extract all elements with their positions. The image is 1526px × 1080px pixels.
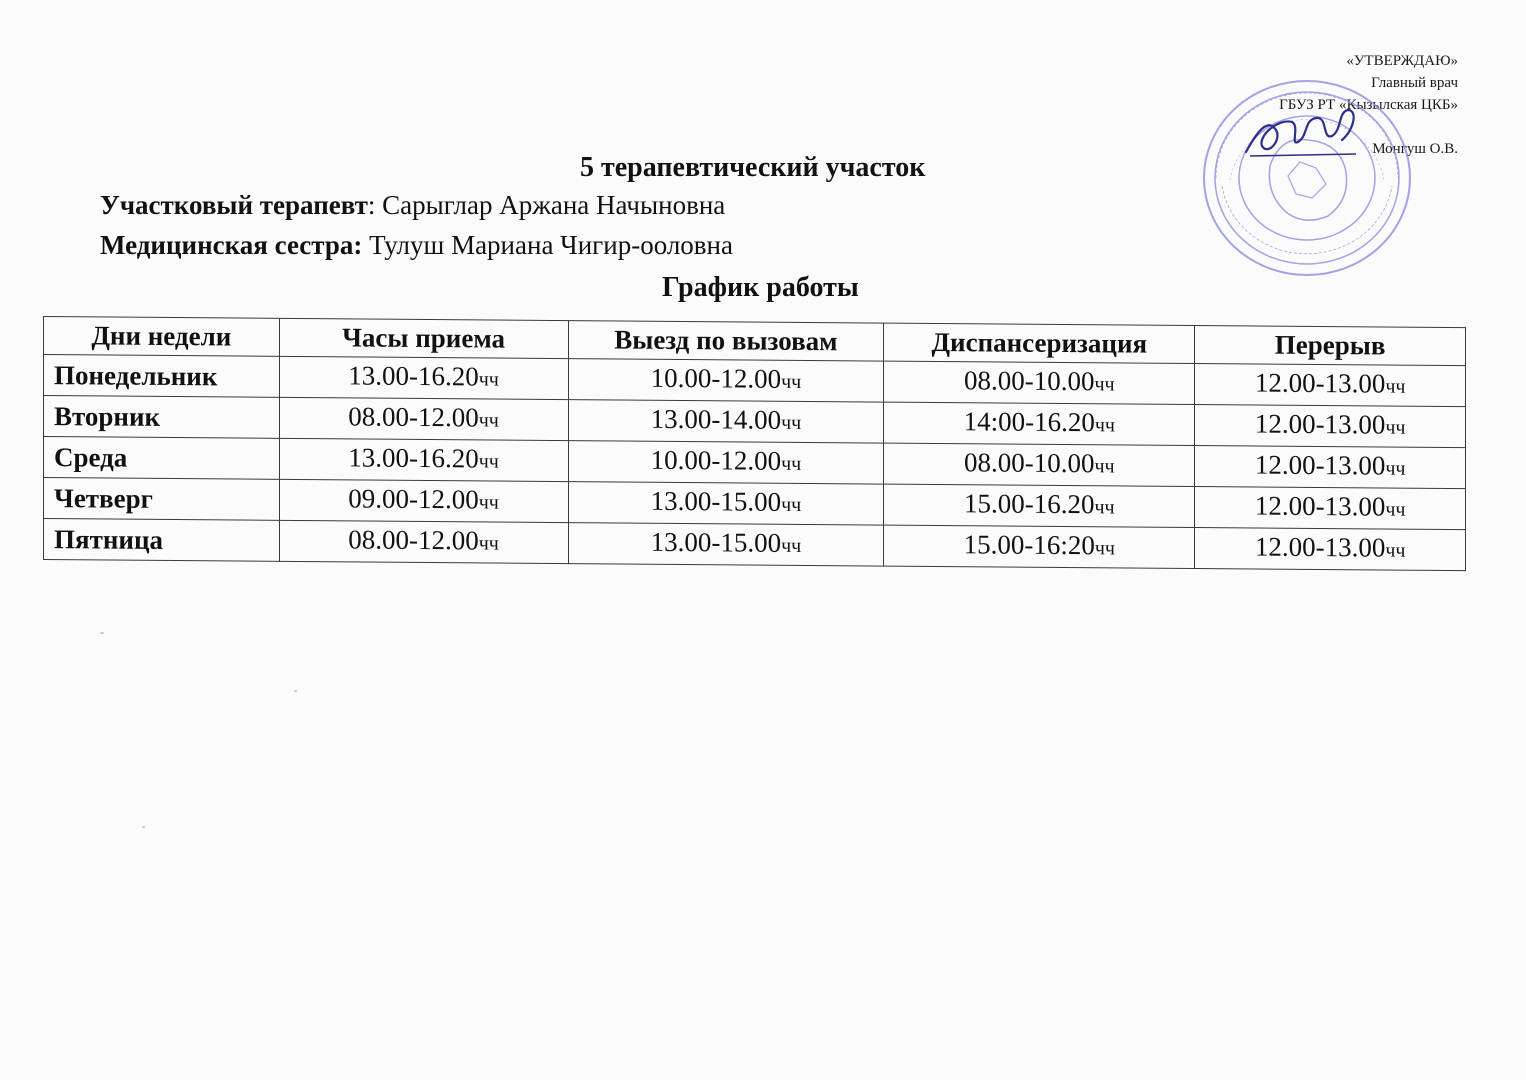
time-value: 09.00-12.00 <box>348 483 479 515</box>
time-suffix: чч <box>781 534 802 557</box>
time-suffix: чч <box>1094 496 1115 519</box>
therapist-line <box>100 190 725 221</box>
reception-hours-cell <box>279 520 568 563</box>
house-calls-cell <box>568 400 884 443</box>
day-cell: Вторник <box>44 396 280 439</box>
nurse-name: Тулуш Мариана Чигир-ооловна <box>362 230 733 260</box>
time-value: 12.00-13.00 <box>1254 449 1386 481</box>
time-value: 12.00-13.00 <box>1254 490 1386 522</box>
time-suffix: чч <box>1094 455 1115 478</box>
time-value: 10.00-12.00 <box>650 444 782 476</box>
therapist-label: Участковый терапевт <box>100 190 368 220</box>
time-suffix: чч <box>1385 539 1406 562</box>
time-suffix: чч <box>478 491 499 514</box>
time-suffix: чч <box>781 370 802 393</box>
dispensary-cell <box>884 484 1195 527</box>
time-value: 15.00-16:20 <box>963 529 1095 561</box>
signature <box>1238 100 1368 170</box>
approval-signer: Монгуш О.В. <box>1372 141 1458 157</box>
time-suffix: чч <box>781 452 802 475</box>
time-value: 12.00-13.00 <box>1254 367 1386 399</box>
scan-speck <box>294 690 297 692</box>
column-header-house-calls: Выезд по вызовам <box>568 321 884 361</box>
time-suffix: чч <box>478 532 499 555</box>
house-calls-cell <box>568 482 884 525</box>
time-suffix: чч <box>781 493 802 516</box>
house-calls-cell <box>568 441 884 484</box>
time-value: 13.00-15.00 <box>650 526 782 558</box>
time-value: 12.00-13.00 <box>1254 408 1386 440</box>
day-cell: Четверг <box>44 478 280 521</box>
time-value: 15.00-16.20 <box>963 488 1095 520</box>
dispensary-cell <box>884 525 1195 568</box>
dispensary-cell <box>884 361 1195 404</box>
house-calls-cell <box>568 359 884 402</box>
break-cell <box>1195 487 1466 530</box>
break-cell <box>1195 446 1466 489</box>
column-header-dispensary: Диспансеризация <box>884 323 1195 363</box>
column-header-break: Перерыв <box>1195 326 1466 366</box>
time-suffix: чч <box>1385 416 1406 439</box>
day-cell: Понедельник <box>44 355 280 398</box>
approval-heading: «УТВЕРЖДАЮ» <box>1346 53 1458 69</box>
break-cell <box>1195 405 1466 448</box>
house-calls-cell <box>568 523 884 566</box>
time-value: 12.00-13.00 <box>1254 531 1386 563</box>
scan-speck <box>100 632 104 634</box>
time-value: 13.00-16.20 <box>348 360 479 392</box>
time-suffix: чч <box>478 368 499 391</box>
dispensary-cell <box>884 402 1195 445</box>
time-suffix: чч <box>1094 373 1115 396</box>
time-suffix: чч <box>478 450 499 473</box>
time-value: 10.00-12.00 <box>650 362 782 394</box>
time-suffix: чч <box>1385 457 1406 480</box>
nurse-label: Медицинская сестра: <box>100 230 363 260</box>
time-value: 08.00-10.00 <box>963 447 1095 479</box>
time-value: 13.00-15.00 <box>650 485 782 517</box>
reception-hours-cell <box>279 479 568 522</box>
schedule-title: График работы <box>662 272 859 303</box>
scan-speck <box>142 826 145 828</box>
day-cell: Среда <box>44 437 280 480</box>
time-suffix: чч <box>1385 498 1406 521</box>
day-cell: Пятница <box>44 519 280 562</box>
time-value: 08.00-12.00 <box>348 524 479 556</box>
column-header-days: Дни недели <box>44 317 280 357</box>
break-cell <box>1195 364 1466 407</box>
schedule-table <box>43 316 1466 571</box>
approval-organization: ГБУЗ РТ «Кызылская ЦКБ» <box>1279 97 1458 113</box>
reception-hours-cell <box>279 397 568 440</box>
approval-position: Главный врач <box>1371 75 1458 91</box>
time-suffix: чч <box>1094 537 1115 560</box>
therapist-name: : Сарыглар Аржана Начыновна <box>367 190 726 220</box>
time-value: 08.00-12.00 <box>348 401 479 433</box>
nurse-line <box>100 230 733 261</box>
time-value: 13.00-16.20 <box>348 442 479 474</box>
reception-hours-cell <box>279 438 568 481</box>
time-value: 08.00-10.00 <box>963 365 1095 397</box>
time-suffix: чч <box>781 411 802 434</box>
document-title: 5 терапевтический участок <box>580 152 926 183</box>
dispensary-cell <box>884 443 1195 486</box>
break-cell <box>1195 528 1466 571</box>
time-suffix: чч <box>1094 414 1115 437</box>
column-header-reception-hours: Часы приема <box>279 318 568 358</box>
time-value: 13.00-14.00 <box>650 403 782 435</box>
time-suffix: чч <box>478 409 499 432</box>
time-suffix: чч <box>1385 375 1406 398</box>
time-value: 14:00-16.20 <box>963 406 1095 438</box>
reception-hours-cell <box>279 356 568 399</box>
